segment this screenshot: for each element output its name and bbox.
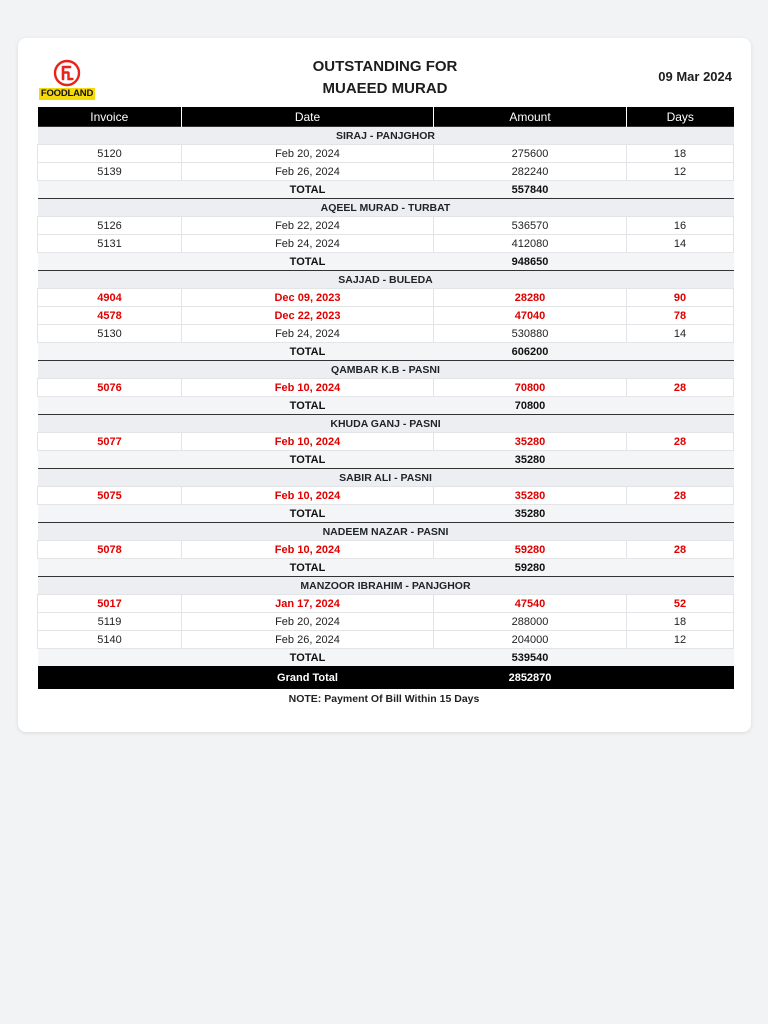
date-cell: Feb 20, 2024 (182, 145, 434, 163)
table-row (38, 325, 734, 343)
amount-cell: 275600 (434, 145, 627, 163)
total-value: 557840 (434, 181, 627, 199)
amount-cell: 530880 (434, 325, 627, 343)
days-cell: 28 (627, 379, 734, 397)
amount-cell: 35280 (434, 487, 627, 505)
total-label: TOTAL (182, 649, 434, 667)
date-cell: Feb 26, 2024 (182, 163, 434, 181)
invoice-cell: 5078 (38, 541, 182, 559)
total-spacer (38, 451, 182, 469)
total-spacer (627, 181, 734, 199)
invoice-cell: 4578 (38, 307, 182, 325)
date-cell: Feb 20, 2024 (182, 613, 434, 631)
table-row (38, 595, 734, 613)
group-header-row (38, 469, 734, 487)
days-cell: 28 (627, 541, 734, 559)
days-cell: 90 (627, 289, 734, 307)
amount-cell: 70800 (434, 379, 627, 397)
days-cell: 18 (627, 613, 734, 631)
group-name: SABIR ALI - PASNI (38, 469, 734, 487)
total-label: TOTAL (182, 343, 434, 361)
invoice-cell: 5139 (38, 163, 182, 181)
table-row (38, 613, 734, 631)
days-cell: 28 (627, 433, 734, 451)
total-spacer (627, 397, 734, 415)
group-header-row (38, 523, 734, 541)
payment-note: NOTE: Payment Of Bill Within 15 Days (288, 693, 480, 705)
table-header-row (38, 107, 734, 127)
total-value: 539540 (434, 649, 627, 667)
invoice-cell: 5017 (38, 595, 182, 613)
group-total-row (38, 343, 734, 361)
total-label: TOTAL (182, 397, 434, 415)
column-header-date: Date (182, 107, 434, 127)
table-row (38, 433, 734, 451)
column-header-amount: Amount (434, 107, 627, 127)
date-cell: Feb 10, 2024 (182, 433, 434, 451)
invoice-cell: 5077 (38, 433, 182, 451)
grand-total-value: 2852870 (434, 666, 627, 689)
group-total-row (38, 253, 734, 271)
date-cell: Dec 09, 2023 (182, 289, 434, 307)
group-total-row (38, 181, 734, 199)
table-row (38, 541, 734, 559)
group-total-row (38, 649, 734, 667)
table-row (38, 487, 734, 505)
group-header-row (38, 199, 734, 217)
group-header-row (38, 127, 734, 145)
total-value: 59280 (434, 559, 627, 577)
total-spacer (38, 181, 182, 199)
table-row (38, 379, 734, 397)
invoice-cell: 5075 (38, 487, 182, 505)
date-cell: Jan 17, 2024 (182, 595, 434, 613)
title-line-2: MUAEED MURAD (322, 80, 448, 97)
amount-cell: 536570 (434, 217, 627, 235)
total-spacer (627, 253, 734, 271)
amount-cell: 35280 (434, 433, 627, 451)
total-value: 70800 (434, 397, 627, 415)
table-row (38, 235, 734, 253)
date-cell: Feb 10, 2024 (182, 541, 434, 559)
invoice-cell: 5131 (38, 235, 182, 253)
group-total-row (38, 505, 734, 523)
group-name: SAJJAD - BULEDA (38, 271, 734, 289)
date-cell: Feb 24, 2024 (182, 235, 434, 253)
total-spacer (627, 343, 734, 361)
invoice-cell: 5119 (38, 613, 182, 631)
total-spacer (38, 559, 182, 577)
outstanding-table (37, 107, 734, 689)
group-total-row (38, 451, 734, 469)
column-header-days: Days (627, 107, 734, 127)
date-cell: Feb 26, 2024 (182, 631, 434, 649)
date-cell: Feb 24, 2024 (182, 325, 434, 343)
table-row (38, 163, 734, 181)
days-cell: 52 (627, 595, 734, 613)
total-value: 35280 (434, 451, 627, 469)
invoice-cell: 5120 (38, 145, 182, 163)
group-name: QAMBAR K.B - PASNI (38, 361, 734, 379)
logo-brand-text: FOODLAND (40, 88, 94, 99)
total-value: 606200 (434, 343, 627, 361)
total-spacer (627, 505, 734, 523)
grand-total-row (38, 666, 734, 689)
table-row (38, 307, 734, 325)
group-total-row (38, 559, 734, 577)
days-cell: 12 (627, 163, 734, 181)
foodland-logo (39, 59, 97, 101)
amount-cell: 59280 (434, 541, 627, 559)
total-label: TOTAL (182, 253, 434, 271)
page-title (270, 56, 500, 100)
group-total-row (38, 397, 734, 415)
total-spacer (38, 253, 182, 271)
amount-cell: 47040 (434, 307, 627, 325)
foodland-logo-icon (53, 59, 81, 87)
date-cell: Feb 10, 2024 (182, 487, 434, 505)
invoice-cell: 5130 (38, 325, 182, 343)
amount-cell: 282240 (434, 163, 627, 181)
total-spacer (38, 397, 182, 415)
group-header-row (38, 361, 734, 379)
group-name: SIRAJ - PANJGHOR (38, 127, 734, 145)
days-cell: 14 (627, 235, 734, 253)
days-cell: 78 (627, 307, 734, 325)
days-cell: 16 (627, 217, 734, 235)
total-label: TOTAL (182, 559, 434, 577)
amount-cell: 412080 (434, 235, 627, 253)
table-row (38, 217, 734, 235)
table-row (38, 631, 734, 649)
days-cell: 12 (627, 631, 734, 649)
title-line-1: OUTSTANDING FOR (312, 58, 458, 75)
invoice-cell: 5126 (38, 217, 182, 235)
total-label: TOTAL (182, 451, 434, 469)
group-header-row (38, 415, 734, 433)
days-cell: 18 (627, 145, 734, 163)
total-label: TOTAL (182, 505, 434, 523)
invoice-cell: 5140 (38, 631, 182, 649)
total-spacer (627, 451, 734, 469)
total-value: 948650 (434, 253, 627, 271)
total-value: 35280 (434, 505, 627, 523)
grand-total-label: Grand Total (182, 666, 434, 689)
group-name: AQEEL MURAD - TURBAT (38, 199, 734, 217)
group-name: NADEEM NAZAR - PASNI (38, 523, 734, 541)
column-header-invoice: Invoice (38, 107, 182, 127)
group-name: MANZOOR IBRAHIM - PANJGHOR (38, 577, 734, 595)
date-cell: Feb 10, 2024 (182, 379, 434, 397)
total-spacer (627, 649, 734, 667)
days-cell: 14 (627, 325, 734, 343)
amount-cell: 28280 (434, 289, 627, 307)
date-cell: Dec 22, 2023 (182, 307, 434, 325)
group-header-row (38, 271, 734, 289)
amount-cell: 47540 (434, 595, 627, 613)
total-spacer (38, 343, 182, 361)
total-spacer (627, 559, 734, 577)
days-cell: 28 (627, 487, 734, 505)
invoice-cell: 5076 (38, 379, 182, 397)
amount-cell: 288000 (434, 613, 627, 631)
total-spacer (38, 505, 182, 523)
table-row (38, 145, 734, 163)
table-row (38, 289, 734, 307)
total-label: TOTAL (182, 181, 434, 199)
report-date: 09 Mar 2024 (658, 69, 732, 84)
total-spacer (38, 649, 182, 667)
group-name: KHUDA GANJ - PASNI (38, 415, 734, 433)
amount-cell: 204000 (434, 631, 627, 649)
date-cell: Feb 22, 2024 (182, 217, 434, 235)
invoice-cell: 4904 (38, 289, 182, 307)
group-header-row (38, 577, 734, 595)
